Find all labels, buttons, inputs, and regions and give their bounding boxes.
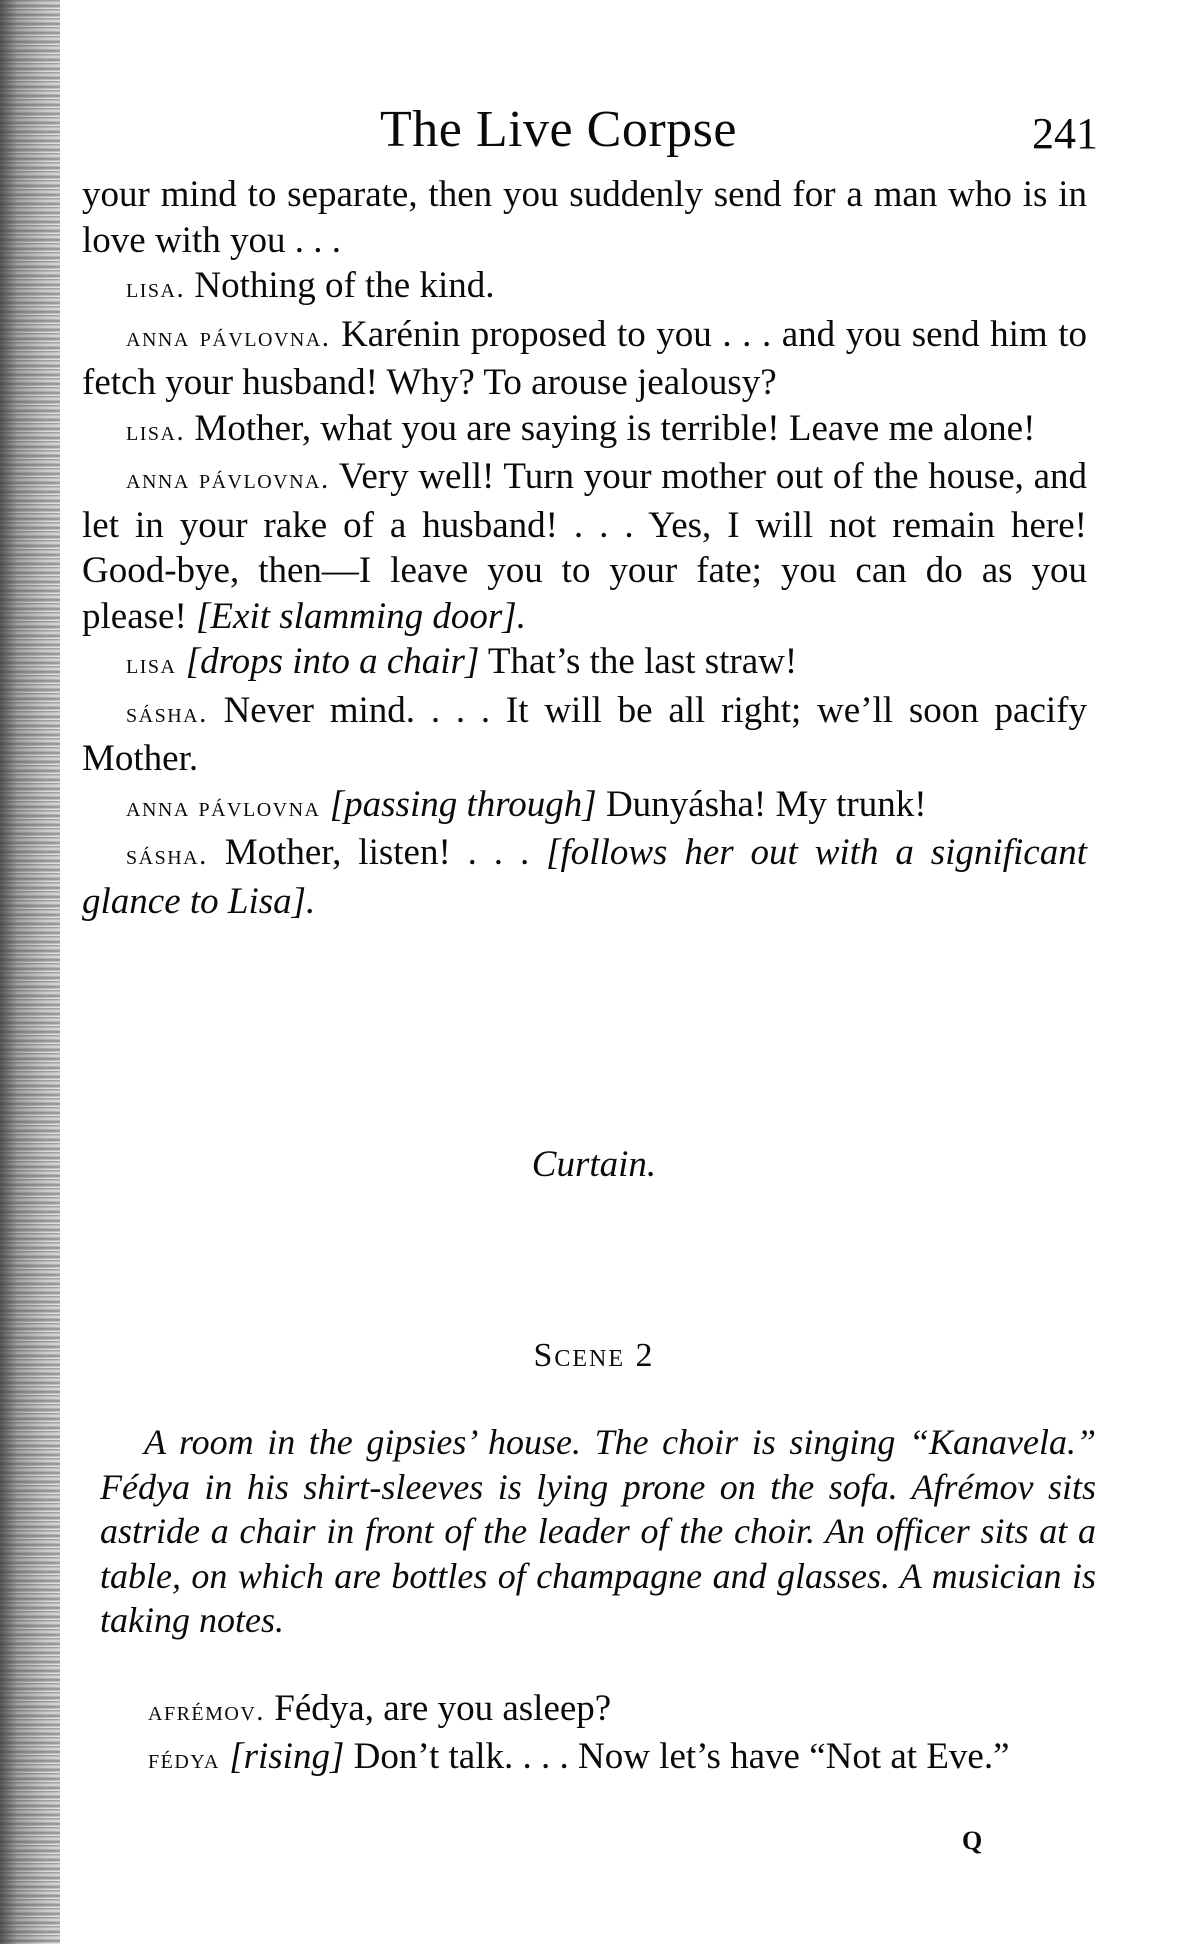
signature-mark: Q [962, 1826, 983, 1855]
speech-anna-2 [82, 454, 1087, 639]
curtain-direction: Curtain. [531, 1144, 657, 1185]
speaker-name: anna pávlovna. [126, 320, 331, 353]
speech-text: Don’t talk. . . . Now let’s have “Not at Eve.” [344, 1736, 1010, 1777]
speaker-name: sásha. [126, 839, 208, 871]
speech-text: Very well! Turn your mother out of the house, and let in your rake of a husband! . . . Yes, I will not remain here! Good-bye, then—I leave you to your fate; you can do as you please! [82, 456, 1088, 637]
stage-direction: [follows her out with a significant glance to Lisa]. [82, 832, 1087, 922]
speech-text: Never mind. . . . It will be all right; we’ll soon pacify Mother. [82, 689, 1087, 779]
speech-sasha-1 [82, 688, 1087, 782]
speaker-name: anna pávlovna. [126, 463, 330, 495]
speech-anna-1 [82, 312, 1087, 406]
speech-text: Mother, what you are saying is terrible! Leave me alone! [185, 407, 1036, 449]
speech-lisa-2 [82, 406, 1087, 455]
speaker-name: fédya [148, 1743, 220, 1775]
speech-text: Karénin proposed to you . . . and you send him to fetch your husband! Why? To arouse jealousy? [82, 313, 1088, 403]
speaker-name: anna pávlovna [126, 790, 321, 823]
speech-sasha-2 [82, 830, 1087, 924]
binding-gutter-shadow [0, 0, 60, 1944]
speech-text: Dunyásha! My trunk! [596, 783, 927, 825]
speech-lisa-3 [82, 639, 1087, 688]
speech-text: Fédya, are you asleep? [265, 1688, 612, 1729]
speech-anna-3 [82, 782, 1087, 831]
speaker-name: lisa. [126, 272, 186, 304]
stage-direction: [rising] [219, 1736, 345, 1777]
speech-text: That’s the last straw! [479, 641, 798, 682]
speech-text: Mother, listen! . . . [207, 832, 547, 873]
stage-direction: [passing through] [320, 783, 597, 825]
page-header [80, 100, 1098, 170]
speech-fedya-1 [104, 1734, 1099, 1782]
running-title: The Live Corpse [380, 101, 737, 158]
scene-description-text: A room in the gipsies’ house. The choir is singing “Kanavela.” Fédya in his shirt-sleeves is lying prone on the sofa. Afrémov sits astride a chair in front of the leader of the choir. An officer sits at a table, on which are bottles of champagne and glasses. A musician is taking notes. [100, 1422, 1096, 1640]
speech-text: Nothing of the kind. [185, 265, 495, 306]
speech-lisa-1 [82, 263, 1087, 312]
stage-direction: [drops into a chair] [176, 641, 480, 682]
dialogue-text-block [82, 172, 1087, 924]
stage-direction: [Exit slamming door]. [196, 595, 526, 637]
paragraph [82, 172, 1087, 263]
speaker-name: sásha. [126, 696, 208, 729]
speaker-name: afrémov. [148, 1695, 266, 1727]
scene-description [100, 1420, 1096, 1643]
paragraph-text: your mind to separate, then you suddenly send for a man who is in love with you . . . [82, 174, 1087, 261]
speaker-name: lisa [126, 648, 177, 680]
speaker-name: lisa. [126, 414, 186, 447]
scene-heading: Scene 2 [533, 1337, 655, 1374]
speech-afremov-1 [104, 1686, 1099, 1734]
page-number: 241 [1032, 109, 1098, 158]
scene-dialogue [104, 1686, 1099, 1782]
